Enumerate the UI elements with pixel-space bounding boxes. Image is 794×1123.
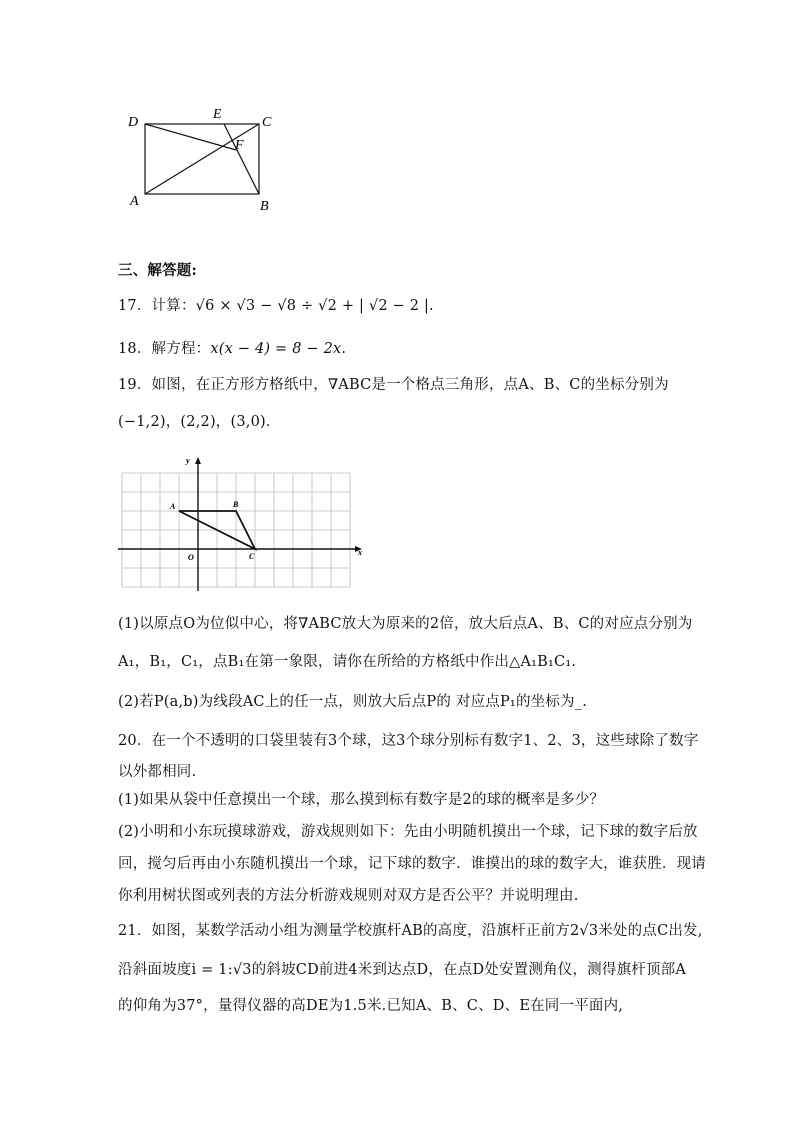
label-D: D — [128, 115, 139, 130]
label-C: C — [262, 115, 272, 130]
label-C: C — [249, 552, 255, 561]
question-20-part2-line3: 你利用树状图或列表的方法分析游戏规则对双方是否公平？并说明理由. — [118, 888, 579, 904]
question-20-part2-line2: 回，搅匀后再由小东随机摸出一个球，记下球的数字．谁摸出的球的数字大，谁获胜．现请 — [118, 856, 706, 872]
label-B: B — [233, 500, 239, 509]
section-title: 三、解答题: — [118, 262, 198, 279]
label-x: x — [358, 548, 362, 557]
question-20-part2-line1: (2)小明和小东玩摸球游戏，游戏规则如下：先由小明随机摸出一个球，记下球的数字后放 — [118, 824, 698, 840]
label-O: O — [188, 553, 194, 562]
q18-prefix: 18．解方程： — [118, 341, 211, 357]
question-21-line2: 沿斜面坡度i = 1:√3的斜坡CD前进4米到达点D，在点D处安置测角仪，测得旗杆顶部A — [118, 962, 687, 978]
q17-prefix: 17．计算： — [118, 298, 196, 314]
question-19-part2: (2)若P(a,b)为线段AC上的任一点，则放大后点P的 对应点P₁的坐标为_. — [118, 694, 588, 710]
question-17 — [118, 294, 434, 315]
coordinate-grid-figure — [118, 455, 368, 595]
segment-df — [145, 124, 236, 150]
q18-suffix: . — [341, 341, 347, 357]
question-21-line3: 的仰角为37°，量得仪器的高DE为1.5米.已知A、B、C、D、E在同一平面内, — [118, 998, 624, 1014]
label-E: E — [213, 107, 222, 122]
question-18 — [118, 337, 346, 358]
grid-lines — [122, 473, 350, 587]
question-19-part1-line2: A₁，B₁，C₁，点B₁在第一象限，请你在所给的方格纸中作出△A₁B₁C₁. — [118, 654, 577, 670]
question-20-line2: 以外都相同. — [118, 764, 197, 780]
question-19-part1-line1: (1)以原点O为位似中心，将∇ABC放大为原来的2倍，放大后点A、B、C的对应点分别为 — [118, 616, 693, 632]
question-19-line2: (−1,2)，(2,2)，(3,0)． — [118, 414, 281, 430]
question-20-part1: (1)如果从袋中任意摸出一个球，那么摸到标有数字是2的球的概率是多少？ — [118, 792, 605, 808]
label-A: A — [170, 502, 176, 511]
q17-suffix: . — [429, 298, 434, 314]
question-19-line1: 19．如图，在正方形方格纸中，∇ABC是一个格点三角形，点A、B、C的坐标分别为 — [118, 377, 669, 393]
q17-expression: √6 × √3 − √8 ÷ √2 + | √2 − 2 | — [195, 298, 430, 314]
label-y: y — [186, 456, 190, 465]
question-20-line1: 20．在一个不透明的口袋里装有3个球，这3个球分别标有数字1、2、3，这些球除了数字 — [118, 733, 699, 749]
label-A: A — [130, 194, 139, 209]
q18-equation: x(x − 4) = 8 − 2x — [210, 341, 342, 357]
label-F: F — [235, 138, 244, 153]
question-21-line1: 21．如图，某数学活动小组为测量学校旗杆AB的高度，沿旗杆正前方2√3米处的点C出发, — [118, 923, 703, 939]
rectangle-figure — [120, 100, 280, 215]
label-B: B — [260, 199, 269, 214]
y-axis-arrow — [195, 457, 201, 464]
